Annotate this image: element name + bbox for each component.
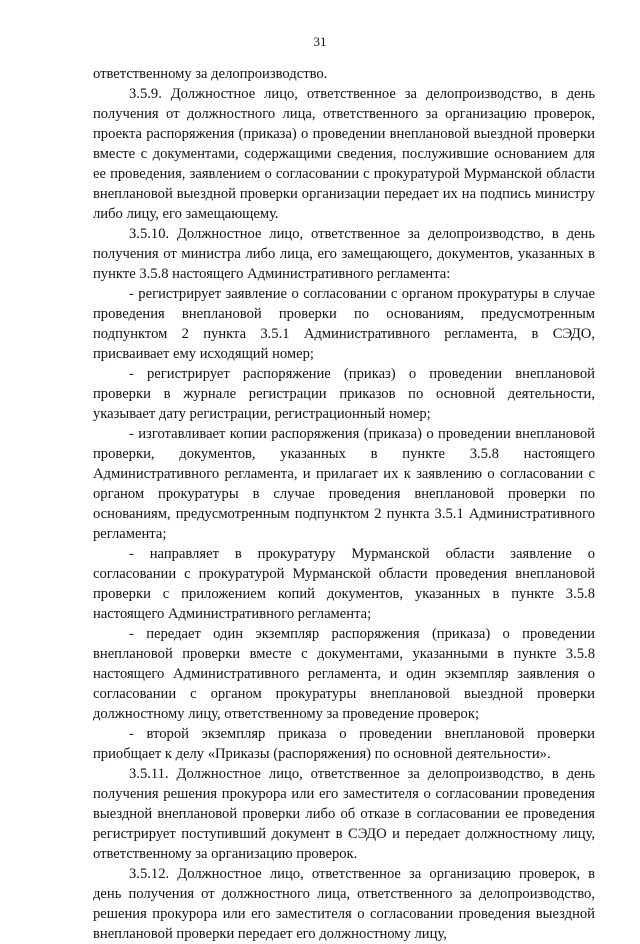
document-body: [93, 64, 595, 944]
paragraph: 3.5.9. Должностное лицо, ответственное за делопроизводство, в день получения от должностного лица, ответственного за организацию проверок, проекта распоряжения (приказа) о проведении внеплановой выездной проверки вместе с документами, содержащими сведения, послужившие основанием для ее проведения, заявлением о согласовании с прокуратурой Мурманской области внеплановой выездной проверки организации передает их на подпись министру либо лицу, его замещающему.: [93, 86, 595, 222]
paragraph: 3.5.10. Должностное лицо, ответственное за делопроизводство, в день получения от министра либо лица, его замещающего, документов, указанных в пункте 3.5.8 настоящего Административного регламента:: [93, 226, 595, 282]
paragraph: - направляет в прокуратуру Мурманской области заявление о согласовании с прокуратурой Мурманской области проведения внеплановой проверки с приложением копий документов, указанных в пункте 3.5.8 настоящего Административного регламента;: [93, 546, 595, 622]
paragraph: - изготавливает копии распоряжения (приказа) о проведении внеплановой проверки, документов, указанных в пункте 3.5.8 настоящего Административного регламента, и прилагает их к заявлению о согласовании с органом прокуратуры в случае проведения внеплановой проверки по основаниям, предусмотренным подпунктом 2 пункта 3.5.1 Административного регламента;: [93, 426, 595, 542]
paragraph: - второй экземпляр приказа о проведении внеплановой проверки приобщает к делу «Приказы (распоряжения) по основной деятельности».: [93, 726, 595, 762]
paragraph: - регистрирует заявление о согласовании с органом прокуратуры в случае проведения внеплановой проверки по основаниям, предусмотренным подпунктом 2 пункта 3.5.1 Административного регламента, в СЭДО, присваивает ему исходящий номер;: [93, 286, 595, 362]
page-number: 31: [313, 34, 327, 49]
paragraph: - передает один экземпляр распоряжения (приказа) о проведении внеплановой проверки вместе с документами, указанными в пункте 3.5.8 настоящего Административного регламента, и один экземпляр заявления о согласовании с органом прокуратуры внеплановой выездной проверки должностному лицу, ответственному за проведение проверок;: [93, 626, 595, 722]
paragraph: - регистрирует распоряжение (приказ) о проведении внеплановой проверки в журнале регистрации приказов по основной деятельности, указывает дату регистрации, регистрационный номер;: [93, 366, 595, 422]
paragraph: 3.5.12. Должностное лицо, ответственное за организацию проверок, в день получения от должностного лица, ответственного за делопроизводство, решения прокурора или его заместителя о согласовании проведения выездной внеплановой проверки передает его должностному лицу,: [93, 866, 595, 942]
paragraph: ответственному за делопроизводство.: [93, 66, 328, 82]
paragraph: 3.5.11. Должностное лицо, ответственное за делопроизводство, в день получения решения прокурора или его заместителя о согласовании проведения выездной внеплановой проверки либо об отказе в согласовании ее проведения регистрирует поступивший документ в СЭДО и передает должностному лицу, ответственному за организацию проверок.: [93, 766, 595, 862]
